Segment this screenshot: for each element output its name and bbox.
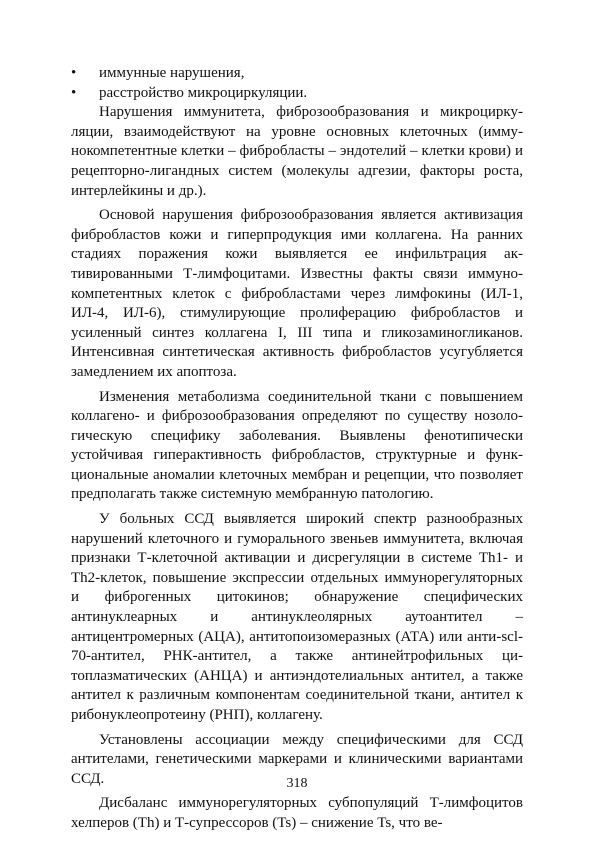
paragraph-imbalance: Дисбаланс иммунорегуляторных субпопуляций Т-лимфоцитов хелперов (Th) и Т-супрессоров (Ts) – снижение Ts, что ве- [71,795,523,831]
bullet-text: расстройство микроциркуляции. [99,84,308,101]
list-item [71,64,523,84]
paragraph-ssd-immunity: У больных ССД выявляется широкий спектр разнообразных нарушений клеточного и гуморального звеньев иммунитета, включая признаки Т-клеточной активации и дисрегуляции в системе Th1- и Th2-клеток, повышение экспрессии отдельных иммунорегуляторных и фиброгенных цитокинов; обнаружение специфических антинуклеарных и антинуклеолярных аутоантител – антицентромерных (АЦА), антитопоизомеразных (АТА) или анти-scl-70-антител, РНК-антител, а также антинейтрофильных цитоплазматических (АНЦА) и антиэндотелиальных антител, а также антител к различным компонентам соединительной ткани, антител к рибонуклеопротеину (РНП), коллагену. [71,511,523,723]
bullet-marker: • [71,84,77,101]
list-item [71,84,523,104]
bullet-list [71,64,523,103]
bullet-text: иммунные нарушения, [99,65,245,81]
bullet-marker: • [71,65,77,81]
page-body [71,64,523,834]
paragraph-metabolism: Изменения метаболизма соединительной ткани с повышением коллагено- и фиброзообразования определяют по существу нозологическую специфику заболевания. Выявлены фенотипически устойчивая гиперактивность фибробластов, структурные и функциональные аномалии клеточных мембран и рецепции, что позволяет предполагать также системную мембранную патологию. [71,388,523,503]
paragraph-immunity: Нарушения иммунитета, фиброзообразования и микроциркуляции, взаимодействуют на уровне основных клеточных (иммунокомпетентные клетки – фибробласты – эндотелий – клетки крови) и рецепторно-лигандных систем (молекулы адгезии, факторы роста, интерлейкины и др.). [71,104,523,199]
page-number: 318 [286,776,308,791]
paragraph-fibroblasts: Основой нарушения фиброзообразования является активизация фибробластов кожи и гиперпродукция ими коллагена. На ранних стадиях поражения кожи выявляется ее инфильтрация активированными Т-лимфоцитами. Известны факты связи иммунокомпетентных клеток с фибробластами через лимфокины (ИЛ-1, ИЛ-4, ИЛ-6), стимулирующие пролиферацию фибробластов и усиленный синтез коллагена I, III типа и гликозаминогликанов. Интенсивная синтетическая активность фибробластов усугубляется замедлением их апоптоза. [71,207,523,380]
paragraph-associations: Установлены ассоциации между специфическими для ССД антителами, генетическими маркерами и клиническими вариантами ССД. [71,731,523,787]
